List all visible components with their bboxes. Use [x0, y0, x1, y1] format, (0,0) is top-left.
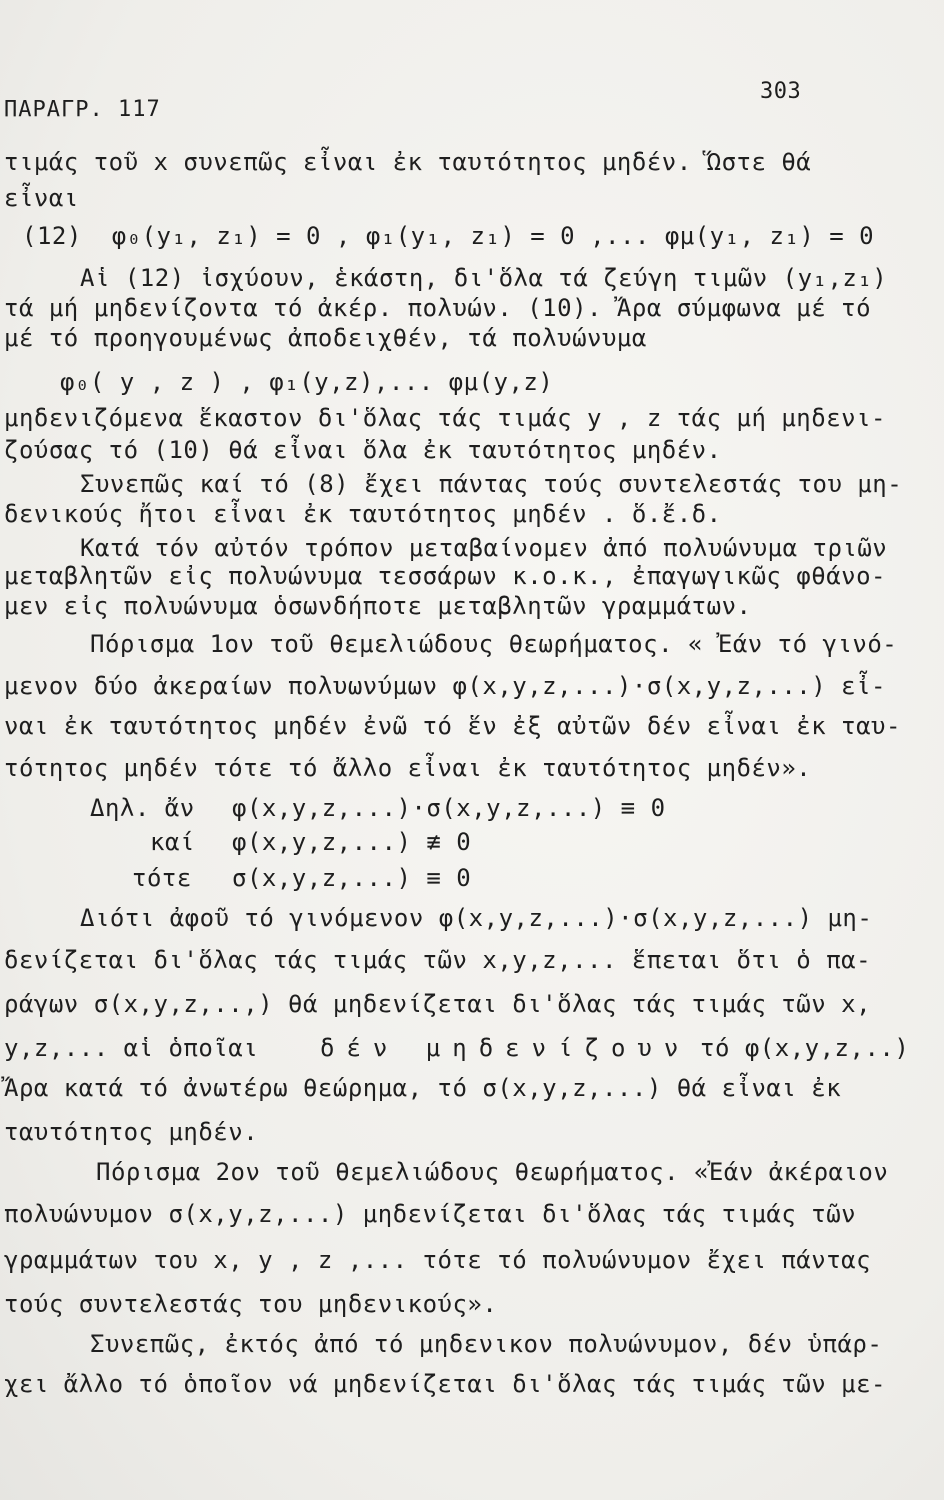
text-line: τιμάς τοῦ x συνεπῶς εἶναι ἐκ ταυτότητος μηδέν. Ὥστε θά [4, 148, 812, 176]
text-line: ζούσας τό (10) θά εἶναι ὅλα ἐκ ταυτότητος μηδέν. [4, 436, 722, 464]
text-line: δενίζεται δι'ὅλας τάς τιμάς τῶν x,y,z,... ἕπεται ὅτι ὁ πα- [4, 946, 872, 974]
text-line: Ἄρα κατά τό ἀνωτέρω θεώρημα, τό σ(x,y,z,...) θά εἶναι ἐκ [4, 1074, 842, 1102]
text-line: πολυώνυμον σ(x,y,z,...) μηδενίζεται δι'ὅλας τάς τιμάς τῶν [4, 1200, 857, 1228]
math-label: καί [150, 828, 195, 856]
text-line: τά μή μηδενίζοντα τό ἀκέρ. πολυών. (10). Ἄρα σύμφωνα μέ τό [4, 294, 872, 322]
equation-line: φ₀( y , z ) , φ₁(y,z),... φμ(y,z) [60, 368, 554, 396]
text-line: ναι ἐκ ταυτότητος μηδέν ἐνῶ τό ἕν ἐξ αὐτῶν δέν εἶναι ἐκ ταυ- [4, 712, 901, 740]
text-line: τότητος μηδέν τότε τό ἄλλο εἶναι ἐκ ταυτότητος μηδέν». [4, 754, 812, 782]
equation-line: σ(x,y,z,...) ≡ 0 [232, 864, 472, 892]
page-number: 303 [760, 79, 802, 104]
text-line: Συνεπῶς καί τό (8) ἔχει πάντας τούς συντελεστάς του μη- [80, 470, 903, 498]
text-line: μεν εἰς πολυώνυμα ὁσωνδήποτε μεταβλητῶν γραμμάτων. [4, 592, 752, 620]
text-line: y,z,... αἱ ὁποῖαι [4, 1034, 259, 1062]
text-line: Αἱ (12) ἰσχύουν, ἑκάστη, δι'ὅλα τά ζεύγη τιμῶν (y₁,z₁) [80, 264, 888, 292]
text-line: χει ἄλλο τό ὁποῖον νά μηδενίζεται δι'ὅλας τάς τιμάς τῶν με- [4, 1370, 887, 1398]
text-line: μηδενιζόμενα ἕκαστον δι'ὅλας τάς τιμάς y , z τάς μή μηδενι- [4, 404, 887, 432]
text-line: γραμμάτων του x, y , z ,... τότε τό πολυώνυμον ἔχει πάντας [4, 1246, 872, 1274]
text-line: μέ τό προηγουμένως ἀποδειχθέν, τά πολυώνυμα [4, 324, 647, 352]
math-label: Δηλ. ἄν [90, 794, 195, 822]
text-line: μενον δύο ἀκεραίων πολυωνύμων φ(x,y,z,...)·σ(x,y,z,...) εἶ- [4, 672, 887, 700]
equation-line: φ(x,y,z,...) ≢ 0 [232, 828, 472, 856]
corollary-1-heading: Πόρισμα 1ον τοῦ θεμελιώδους θεωρήματος. « Ἐάν τό γινό- [90, 630, 898, 658]
text-line: δενικούς ἤτοι εἶναι ἐκ ταυτότητος μηδέν . ὅ.ἔ.δ. [4, 500, 722, 528]
equation-line: φ(x,y,z,...)·σ(x,y,z,...) ≡ 0 [232, 794, 666, 822]
equation-line: (12) φ₀(y₁, z₁) = 0 , φ₁(y₁, z₁) = 0 ,... φμ(y₁, z₁) = 0 [22, 222, 875, 250]
text-line: εἶναι [4, 184, 79, 212]
spaced-text: δέν μηδενίζουν [320, 1034, 691, 1062]
math-label: τότε [132, 864, 192, 892]
text-line: μεταβλητῶν εἰς πολυώνυμα τεσσάρων κ.ο.κ., ἐπαγωγικῶς φθάνο- [4, 562, 887, 590]
text-line: Διότι ἀφοῦ τό γινόμενον φ(x,y,z,...)·σ(x,y,z,...) μη- [80, 904, 873, 932]
text-line: τό φ(x,y,z,..) [700, 1034, 910, 1062]
text-line: ταυτότητος μηδέν. [4, 1118, 259, 1146]
section-header: ΠΑΡΑΓΡ. 117 [4, 97, 161, 122]
text-line: ράγων σ(x,y,z,..,) θά μηδενίζεται δι'ὅλας τάς τιμάς τῶν x, [4, 990, 872, 1018]
text-line: Συνεπῶς, ἐκτός ἀπό τό μηδενικον πολυώνυμον, δέν ὑπάρ- [90, 1330, 883, 1358]
text-line: Κατά τόν αὐτόν τρόπον μεταβαίνομεν ἀπό πολυώνυμα τριῶν [80, 534, 888, 562]
text-line: τούς συντελεστάς του μηδενικούς». [4, 1290, 498, 1318]
corollary-2-heading: Πόρισμα 2ον τοῦ θεμελιώδους θεωρήματος. «Ἐάν ἀκέραιον [96, 1158, 889, 1186]
